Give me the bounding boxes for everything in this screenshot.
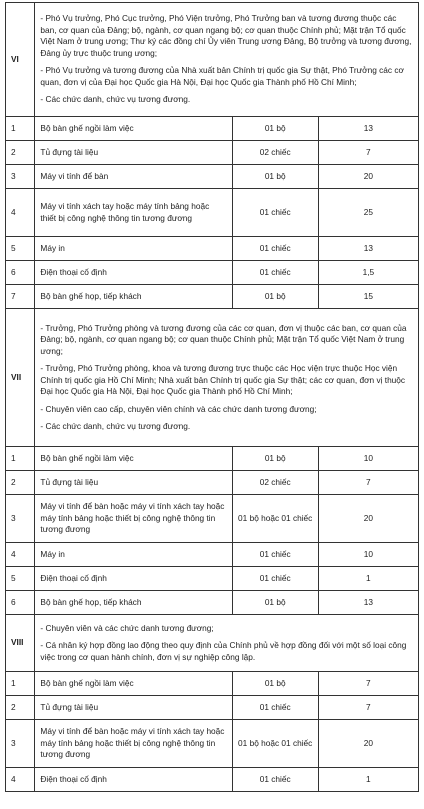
group-paragraph: - Phó Vụ trưởng và tương đương của Nhà xuất bản Chính trị quốc gia Sự thật, Phó Trưởng các cơ quan, đơn vị của Đại học Quốc gia Hà Nội, Đại học Quốc gia Thành phố Hồ Chí Minh; — [40, 65, 404, 87]
item-name: Bộ bàn ghế ngồi làm việc — [35, 117, 232, 141]
item-name: Máy in — [35, 543, 232, 567]
table-row — [6, 543, 419, 567]
group-description — [35, 3, 419, 117]
item-quantity: 02 chiếc — [232, 471, 318, 495]
item-price: 13 — [318, 117, 418, 141]
table-row — [6, 672, 419, 696]
item-price: 13 — [318, 237, 418, 261]
table-row — [6, 720, 419, 768]
item-name: Máy vi tính để bàn hoặc máy vi tính xách tay hoặc máy tính bảng hoặc thiết bị công nghệ thông tin tương đương — [35, 495, 232, 543]
item-name: Máy vi tính xách tay hoặc máy tính bảng hoặc thiết bị công nghệ thông tin tương đương — [35, 189, 232, 237]
row-number: 6 — [6, 261, 35, 285]
item-quantity: 01 bộ — [232, 591, 318, 615]
group-paragraph: - Trưởng, Phó Trưởng phòng, khoa và tương đương trực thuộc các Học viện trực thuộc Học viện Chính trị quốc gia Hồ Chí Minh; Nhà xuất bản Chính trị quốc gia Sự thật; các cơ quan, đơn vị thuộc Đại học Quốc gia Hà Nội, Đại học Quốc gia Thành phố Hồ Chí Minh; — [40, 363, 406, 396]
item-name: Bộ bàn ghế ngồi làm việc — [35, 447, 232, 471]
table-row — [6, 696, 419, 720]
item-quantity: 01 chiếc — [232, 567, 318, 591]
item-price: 1 — [318, 768, 418, 792]
row-number: 3 — [6, 495, 35, 543]
table-row — [6, 768, 419, 792]
item-quantity: 01 chiếc — [232, 261, 318, 285]
group-paragraph: - Các chức danh, chức vụ tương đương. — [40, 94, 191, 105]
group-paragraph: - Trưởng, Phó Trưởng phòng và tương đương của các cơ quan, đơn vị thuộc các ban, cơ quan của Đảng; bộ, ngành, cơ quan ngang bộ; cơ quan thuộc Chính phủ; Mặt trận Tổ quốc Việt Nam ở trung ương; — [40, 322, 407, 356]
item-quantity: 01 bộ hoặc 01 chiếc — [232, 720, 318, 768]
item-quantity: 01 bộ — [232, 165, 318, 189]
group-paragraph: - Phó Vụ trưởng, Phó Cục trưởng, Phó Viện trưởng, Phó Trưởng ban và tương đương thuộc các ban, cơ quan của Đảng; bộ, ngành, cơ quan ngang bộ; cơ quan thuộc Chính phủ; Mặt trận Tổ quốc Việt Nam ở trung ương; Thư ký các đồng chí Ủy viên Trung ương Đảng, Bộ trưởng và tương đương, Đảng ủy trực thuộc trung ương; — [40, 13, 412, 58]
table-row — [6, 117, 419, 141]
item-price: 15 — [318, 285, 418, 309]
item-quantity: 02 chiếc — [232, 141, 318, 165]
item-quantity: 01 bộ — [232, 447, 318, 471]
row-number: 4 — [6, 543, 35, 567]
table-row — [6, 471, 419, 495]
table-row — [6, 591, 419, 615]
row-number: 6 — [6, 591, 35, 615]
item-quantity: 01 chiếc — [232, 189, 318, 237]
item-quantity: 01 chiếc — [232, 696, 318, 720]
item-name: Điện thoại cố định — [35, 768, 232, 792]
item-price: 10 — [318, 447, 418, 471]
item-price: 1 — [318, 567, 418, 591]
item-name: Bộ bàn ghế ngồi làm việc — [35, 672, 232, 696]
group-header-row — [6, 309, 419, 447]
item-quantity: 01 bộ — [232, 117, 318, 141]
group-paragraph: - Chuyên viên cao cấp, chuyên viên chính và các chức danh tương đương; — [40, 403, 317, 414]
table-row — [6, 165, 419, 189]
row-number: 2 — [6, 141, 35, 165]
item-price: 1,5 — [318, 261, 418, 285]
item-quantity: 01 chiếc — [232, 237, 318, 261]
item-name: Máy vi tính để bàn hoặc máy vi tính xách tay hoặc máy tính bảng hoặc thiết bị công nghệ thông tin tương đương — [35, 720, 232, 768]
item-name: Tủ đựng tài liệu — [35, 696, 232, 720]
row-number: 1 — [6, 117, 35, 141]
item-price: 25 — [318, 189, 418, 237]
row-number: 3 — [6, 720, 35, 768]
group-paragraph: - Các chức danh, chức vụ tương đương. — [40, 421, 191, 431]
group-paragraph: - Chuyên viên và các chức danh tương đương; — [40, 622, 214, 633]
row-number: 2 — [6, 471, 35, 495]
item-quantity: 01 bộ hoặc 01 chiếc — [232, 495, 318, 543]
item-name: Điện thoại cố định — [35, 261, 232, 285]
row-number: 4 — [6, 768, 35, 792]
row-number: 1 — [6, 672, 35, 696]
item-price: 7 — [318, 672, 418, 696]
item-price: 7 — [318, 471, 418, 495]
group-header-row — [6, 615, 419, 672]
table-row — [6, 189, 419, 237]
row-number: 1 — [6, 447, 35, 471]
item-name: Bộ bàn ghế họp, tiếp khách — [35, 591, 232, 615]
row-number: 4 — [6, 189, 35, 237]
table-row — [6, 567, 419, 591]
item-name: Máy vi tính để bàn — [35, 165, 232, 189]
row-number: 7 — [6, 285, 35, 309]
item-quantity: 01 bộ — [232, 672, 318, 696]
standards-table — [5, 2, 419, 792]
item-name: Tủ đựng tài liệu — [35, 471, 232, 495]
group-number: VII — [6, 309, 35, 447]
item-name: Điện thoại cố định — [35, 567, 232, 591]
table-row — [6, 141, 419, 165]
item-price: 7 — [318, 141, 418, 165]
item-name: Máy in — [35, 237, 232, 261]
group-header-row — [6, 3, 419, 117]
group-number: VIII — [6, 615, 35, 672]
item-price: 10 — [318, 543, 418, 567]
row-number: 2 — [6, 696, 35, 720]
item-name: Tủ đựng tài liệu — [35, 141, 232, 165]
item-name: Bộ bàn ghế họp, tiếp khách — [35, 285, 232, 309]
group-paragraph: - Cá nhân ký hợp đồng lao động theo quy định của Chính phủ về hợp đồng đối với một số loại công việc trong cơ quan hành chính, đơn vị sự nghiệp công lập. — [40, 640, 407, 662]
item-price: 20 — [318, 165, 418, 189]
item-price: 20 — [318, 720, 418, 768]
item-quantity: 01 bộ — [232, 285, 318, 309]
group-number: VI — [6, 3, 35, 117]
group-description — [35, 615, 419, 672]
group-description — [35, 309, 419, 447]
table-row — [6, 261, 419, 285]
item-quantity: 01 chiếc — [232, 543, 318, 567]
row-number: 5 — [6, 237, 35, 261]
item-price: 7 — [318, 696, 418, 720]
row-number: 5 — [6, 567, 35, 591]
row-number: 3 — [6, 165, 35, 189]
table-row — [6, 447, 419, 471]
table-row — [6, 285, 419, 309]
table-row — [6, 237, 419, 261]
item-price: 20 — [318, 495, 418, 543]
item-price: 13 — [318, 591, 418, 615]
item-quantity: 01 chiếc — [232, 768, 318, 792]
table-row — [6, 495, 419, 543]
